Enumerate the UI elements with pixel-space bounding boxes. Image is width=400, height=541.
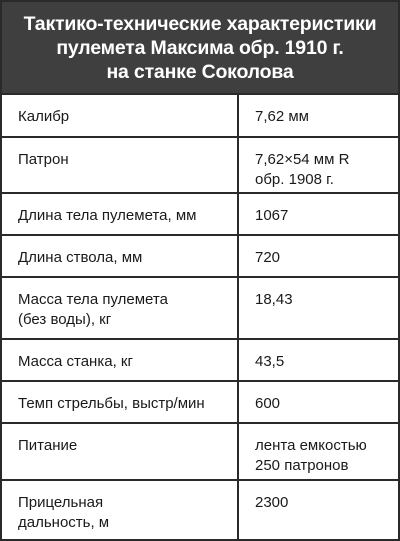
- row-label: Калибр: [2, 94, 238, 137]
- table-row: [2, 137, 398, 193]
- row-value: 43,5: [238, 339, 398, 381]
- row-label: Масса тела пулемета (без воды), кг: [2, 277, 238, 339]
- row-label: Прицельная дальность, м: [2, 480, 238, 540]
- row-value: лента емкостью 250 патронов: [238, 423, 398, 480]
- row-label: Длина ствола, мм: [2, 235, 238, 277]
- specs-table: [2, 93, 398, 540]
- row-label: Темп стрельбы, выстр/мин: [2, 381, 238, 423]
- row-value: 7,62 мм: [238, 94, 398, 137]
- table-row: [2, 381, 398, 423]
- table-row: [2, 277, 398, 339]
- row-value: 720: [238, 235, 398, 277]
- title-line-2: пулемета Максима обр. 1910 г.: [56, 36, 344, 59]
- row-label: Питание: [2, 423, 238, 480]
- row-label: Длина тела пулемета, мм: [2, 193, 238, 235]
- row-value: 18,43: [238, 277, 398, 339]
- table-row: [2, 423, 398, 480]
- table-row: [2, 94, 398, 137]
- row-value: 1067: [238, 193, 398, 235]
- row-label: Патрон: [2, 137, 238, 193]
- row-value: 2300: [238, 480, 398, 540]
- table-row: [2, 339, 398, 381]
- table-row: [2, 480, 398, 540]
- table-title: [2, 2, 398, 93]
- title-line-1: Тактико-технические характеристики: [23, 12, 377, 35]
- table-row: [2, 193, 398, 235]
- row-label: Масса станка, кг: [2, 339, 238, 381]
- row-value: 7,62×54 мм R обр. 1908 г.: [238, 137, 398, 193]
- title-line-3: на станке Соколова: [106, 60, 294, 83]
- table-row: [2, 235, 398, 277]
- row-value: 600: [238, 381, 398, 423]
